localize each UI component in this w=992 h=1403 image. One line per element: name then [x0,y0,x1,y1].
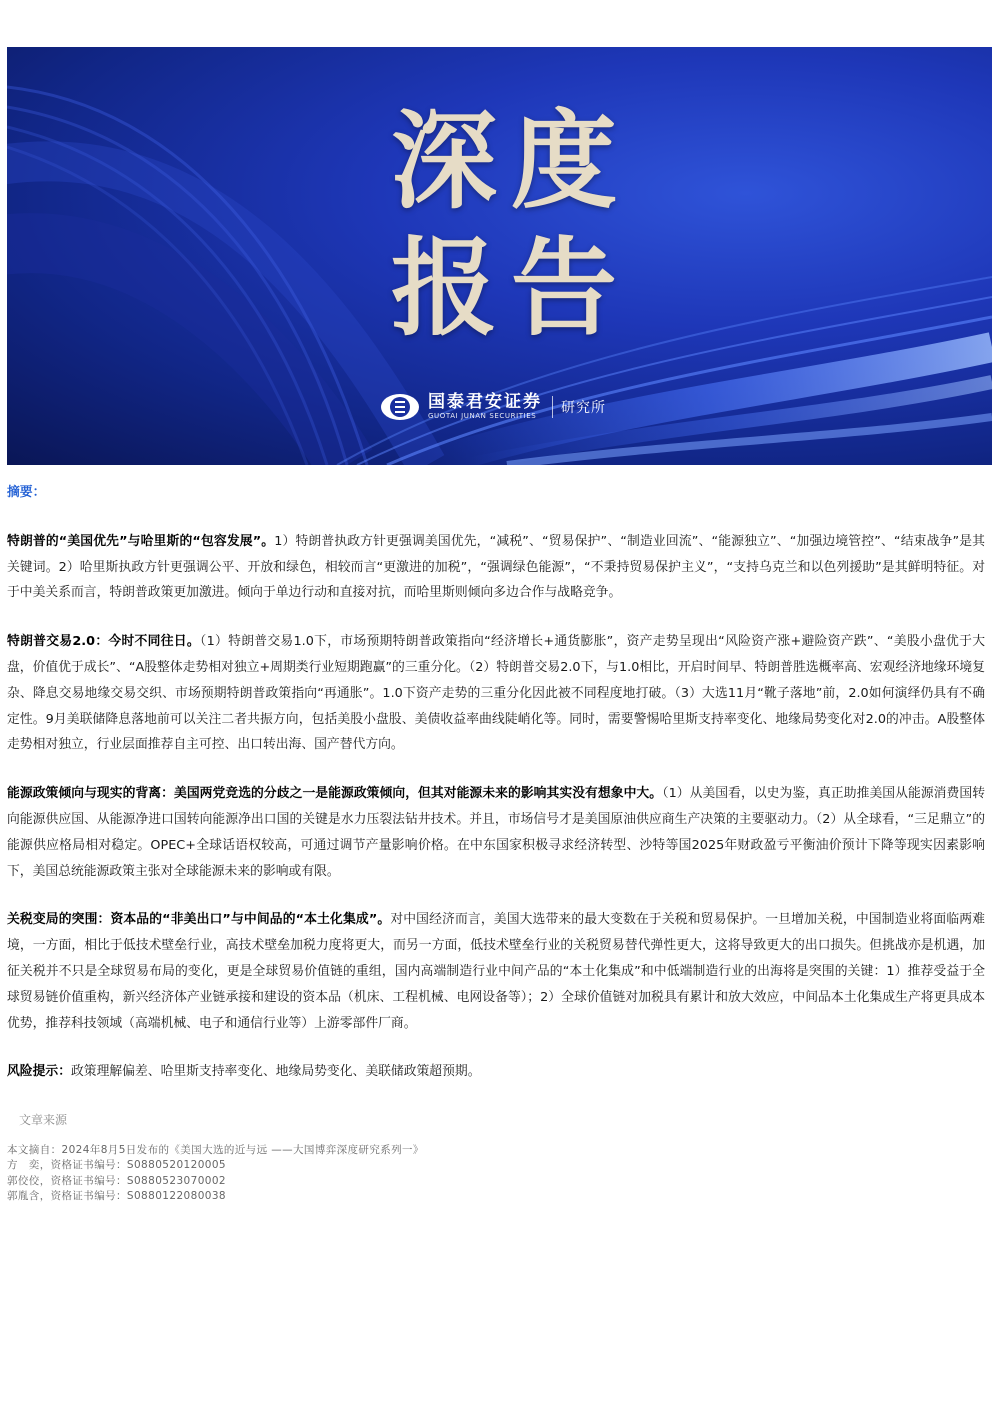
section-paragraph [7,529,985,606]
abstract-label: 摘要： [7,485,46,500]
gtja-logo [380,392,606,421]
section-text: （1）从美国看，以史为鉴，真正助推美国从能源消费国转向能源供应国、从能源净进口国转向能源净出口国的关键是水力压裂法钻井技术。并且，市场信号才是美国原油供应商生产决策的主要驱动力。（2）从全球看，“三足鼎立”的能源供应格局相对稳定。OPEC+全球话语权较高，可通过调节产量影响价格。在中东国家积极寻求经济转型、沙特等国2025年财政盈亏平衡油价预计下降等现实因素影响下，美国总统能源政策主张对全球能源未来的影响或有限。 [7,786,986,879]
meta-line: 郭佼佼，资格证书编号：S0880523070002 [7,1174,227,1187]
section-paragraph [7,907,985,1036]
banner-title-line-2: 报告 [391,225,631,350]
logo-name-cn: 国泰君安证券 [428,392,542,412]
section-text: 1）特朗普执政方针更强调美国优先，“减税”、“贸易保护”、“制造业回流”、“能源独立”、“加强边境管控”、“结束战争”是其关键词。2）哈里斯执政方针更强调公平、开放和绿色，相较而言“更激进的加税”，“强调绿色能源”，“不秉持贸易保护主义”，“支持乌克兰和以色列援助”是其鲜明特征。对于中美关系而言，特朗普政策更加激进。倾向于单边行动和直接对抗，而哈里斯则倾向多边合作与战略竞争。 [7,533,985,601]
logo-institute: 研究所 [561,399,606,416]
section-heading: 关税变局的突围：资本品的“非美出口”与中间品的“本土化集成”。 [7,912,391,928]
article-body [7,480,985,1134]
gtja-logo-icon [380,393,420,421]
meta-line: 方 奕，资格证书编号：S0880520120005 [7,1159,227,1172]
logo-name-en: GUOTAI JUNAN SECURITIES [428,412,537,420]
logo-divider [552,396,553,418]
section-paragraph [7,781,985,884]
section-text: 对中国经济而言，美国大选带来的最大变数在于关税和贸易保护。一旦增加关税，中国制造业将面临两难境，一方面，相比于低技术壁垒行业，高技术壁垒加税力度将更大，而另一方面，低技术壁垒行业的关税贸易替代弹性更大，这将导致更大的出口损失。但挑战亦是机遇，加征关税并不只是全球贸易布局的变化，更是全球贸易价值链的重组，国内高端制造行业中间产品的“本土化集成”和中低端制造行业的出海将是突围的关键：1）推荐受益于全球贸易链价值重构，新兴经济体产业链承接和建设的资本品（机床、工程机械、电网设备等）；2）全球价值链对加税具有累计和放大效应，中间品本土化集成生产将更具成本优势，推荐科技领域（高端机械、电子和通信行业等）上游零部件厂商。 [7,912,985,1031]
risk-paragraph [7,1059,985,1085]
section-paragraph [7,629,985,758]
article-source-link[interactable]: 文章来源 [19,1113,68,1128]
risk-heading: 风险提示： [7,1064,71,1080]
banner-title-line-1: 深度 [391,98,631,223]
meta-line: 郭胤含，资格证书编号：S0880122080038 [7,1189,227,1202]
risk-text: 政策理解偏差、哈里斯支持率变化、地缘局势变化、美联储政策超预期。 [70,1064,481,1080]
section-heading: 特朗普的“美国优先”与哈里斯的“包容发展”。 [7,533,275,549]
section-heading: 特朗普交易2.0：今时不同往日。 [7,634,200,650]
section-text: （1）特朗普交易1.0下，市场预期特朗普政策指向“经济增长+通货膨胀”，资产走势呈现出“风险资产涨+避险资产跌”、“美股小盘优于大盘，价值优于成长”、“A股整体走势相对独立+周期类行业短期跑赢”的三重分化。（2）特朗普交易2.0下，与1.0相比，开启时间早、特朗普胜选概率高、宏观经济地缘环境复杂、降息交易地缘交易交织、市场预期特朗普政策指向“再通胀”。1.0下资产走势的三重分化因此被不同程度地打破。（3）大选11月“靴子落地”前，2.0如何演绎仍具有不确定性。9月美联储降息落地前可以关注二者共振方向，包括美股小盘股、美债收益率曲线陡峭化等。同时，需要警惕哈里斯支持率变化、地缘局势变化对2.0的冲击。A股整体走势相对独立，行业层面推荐自主可控、出口转出海、国产替代方向。 [7,634,986,753]
report-banner [7,47,992,465]
meta-line: 本文摘自：2024年8月5日发布的《美国大选的近与远 ——大国博弈深度研究系列一》 [7,1144,424,1156]
article-meta [7,1143,424,1204]
section-heading: 能源政策倾向与现实的背离：美国两党竞选的分歧之一是能源政策倾向，但其对能源未来的影响其实没有想象中大。 [7,786,663,802]
